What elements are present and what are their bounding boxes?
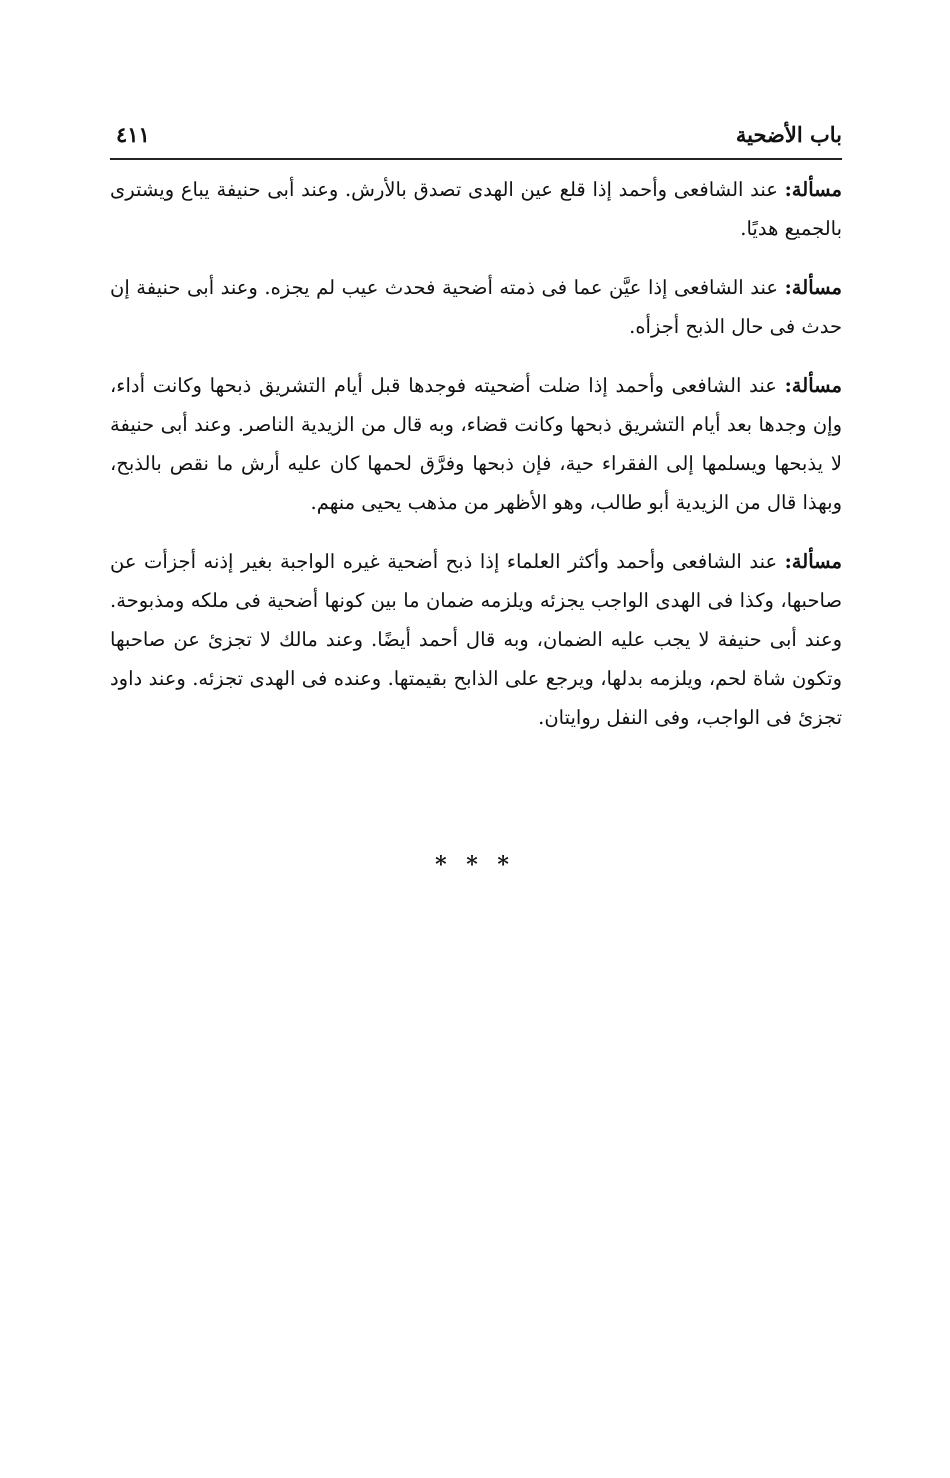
issue-label: مسألة:: [784, 178, 842, 201]
issue-text: عند الشافعى وأحمد إذا ضلت أضحيته فوجدها قبل أيام التشريق ذبحها وكانت أداء، وإن وجدها بعد أيام التشريق ذبحها وكانت قضاء، وبه قال من الزيدية الناصر. وعند أبى حنيفة لا يذبحها ويسلمها إلى الفقراء حية، فإن ذبحها وفرَّق لحمها كان عليه أرش ما نقص بالذبح، وبهذا قال من الزيدية أبو طالب، وهو الأظهر من مذهب يحيى منهم.: [110, 374, 842, 514]
issue-paragraph: [110, 170, 842, 248]
page-number: ٤١١: [116, 122, 150, 147]
issue-label: مسألة:: [784, 276, 842, 299]
body-text: [110, 170, 842, 757]
issue-text: عند الشافعى إذا عيَّن عما فى ذمته أضحية فحدث عيب لم يجزه. وعند أبى حنيفة إن حدث فى حال الذبح أجزأه.: [110, 276, 842, 338]
running-title: باب الأضحية: [735, 122, 842, 147]
issue-paragraph: [110, 268, 842, 346]
section-separator: * * *: [435, 852, 515, 878]
issue-text: عند الشافعى وأحمد وأكثر العلماء إذا ذبح أضحية غيره الواجبة بغير إذنه أجزأت عن صاحبها، وكذا فى الهدى الواجب يجزئه ويلزمه ضمان ما بين كونها أضحية فى ملكه ومذبوحة. وعند أبى حنيفة لا يجب عليه الضمان، وبه قال أحمد أيضًا. وعند مالك لا تجزئ عن صاحبها وتكون شاة لحم، ويلزمه بدلها، ويرجع على الذابح بقيمتها. وعنده فى الهدى تجزئه. وعند داود تجزئ فى الواجب، وفى النفل روايتان.: [110, 550, 842, 729]
issue-paragraph: [110, 542, 842, 737]
page-header: [110, 118, 842, 158]
issue-text: عند الشافعى وأحمد إذا قلع عين الهدى تصدق بالأرش. وعند أبى حنيفة يباع ويشترى بالجميع هديًا.: [110, 178, 842, 240]
header-rule: [110, 158, 842, 160]
issue-label: مسألة:: [784, 550, 842, 573]
issue-label: مسألة:: [784, 374, 842, 397]
issue-paragraph: [110, 366, 842, 522]
